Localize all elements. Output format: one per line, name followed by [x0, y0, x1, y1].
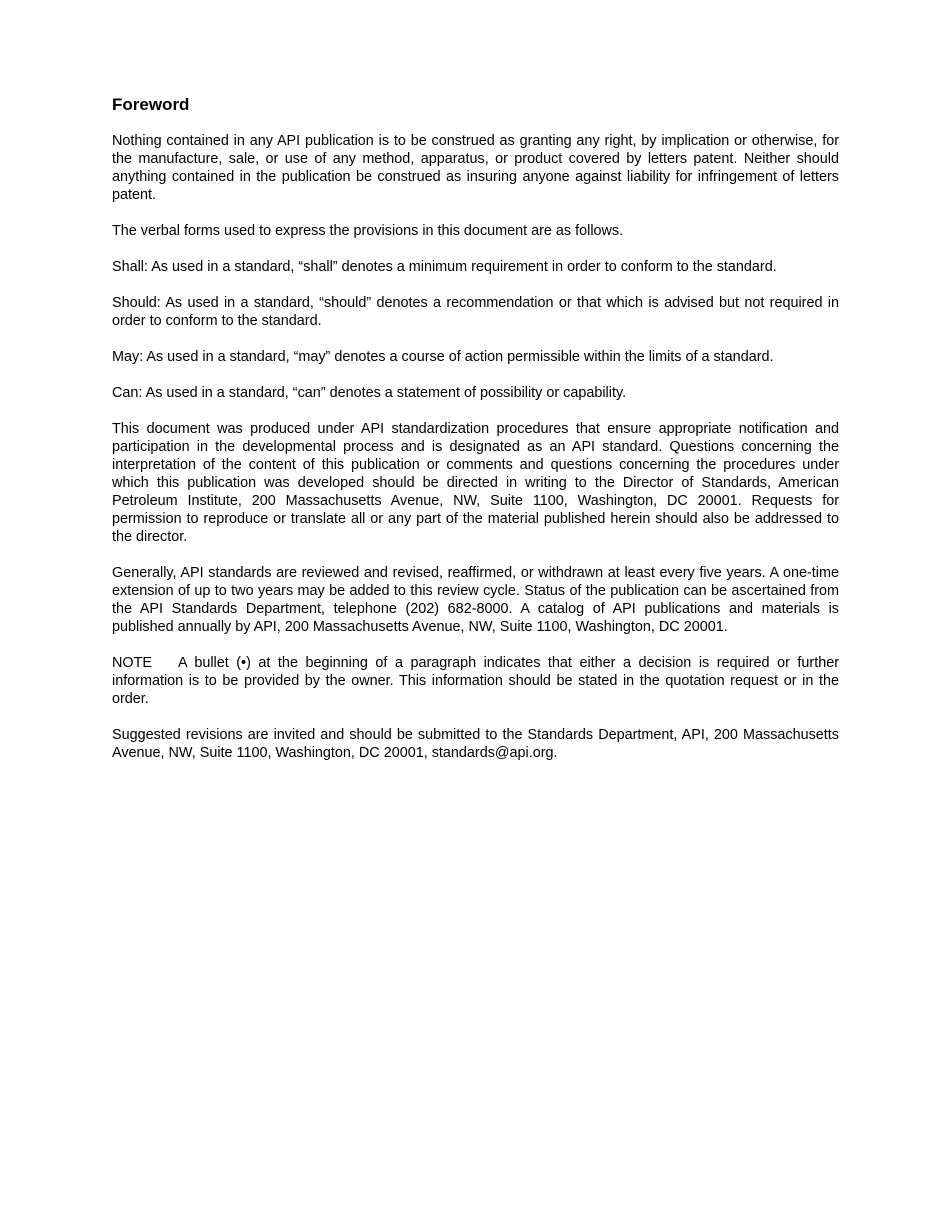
note-paragraph [112, 654, 839, 708]
may-definition-paragraph: May: As used in a standard, “may” denotes a course of action permissible within the limits of a standard. [112, 349, 774, 365]
note-text: A bullet (•) at the beginning of a paragraph indicates that either a decision is required or further information is to be provided by the owner. This information should be stated in the quotation request or in the order. [112, 655, 839, 707]
can-definition-paragraph: Can: As used in a standard, “can” denotes a statement of possibility or capability. [112, 385, 627, 401]
standardization-procedures-paragraph: This document was produced under API standardization procedures that ensure appropriate notification and participation in the developmental process and is designated as an API standard. Questions concerning the interpretation of the content of this publication or comments and questions concerning the procedures under which this publication was developed should be directed in writing to the Director of Standards, American Petroleum Institute, 200 Massachusetts Avenue, NW, Suite 1100, Washington, DC 20001. Requests for permission to reproduce or translate all or any part of the material published herein should also be addressed to the director. [112, 421, 839, 545]
should-definition-paragraph: Should: As used in a standard, “should” denotes a recommendation or that which is advised but not required in order to conform to the standard. [112, 295, 839, 329]
document-page [112, 92, 839, 780]
page-title: Foreword [112, 95, 190, 114]
patent-disclaimer-paragraph: Nothing contained in any API publication is to be construed as granting any right, by implication or otherwise, for the manufacture, sale, or use of any method, apparatus, or product covered by letters patent. Neither should anything contained in the publication be construed as insuring anyone against liability for infringement of letters patent. [112, 133, 839, 203]
suggested-revisions-paragraph: Suggested revisions are invited and should be submitted to the Standards Department, API, 200 Massachusetts Avenue, NW, Suite 1100, Washington, DC 20001, standards@api.org. [112, 727, 839, 761]
shall-definition-paragraph: Shall: As used in a standard, “shall” denotes a minimum requirement in order to conform to the standard. [112, 259, 777, 275]
verbal-forms-intro-paragraph: The verbal forms used to express the provisions in this document are as follows. [112, 223, 624, 239]
note-label: NOTE [112, 655, 152, 671]
review-cycle-paragraph: Generally, API standards are reviewed and revised, reaffirmed, or withdrawn at least every five years. A one-time extension of up to two years may be added to this review cycle. Status of the publication can be ascertained from the API Standards Department, telephone (202) 682-8000. A catalog of API publications and materials is published annually by API, 200 Massachusetts Avenue, NW, Suite 1100, Washington, DC 20001. [112, 565, 839, 635]
